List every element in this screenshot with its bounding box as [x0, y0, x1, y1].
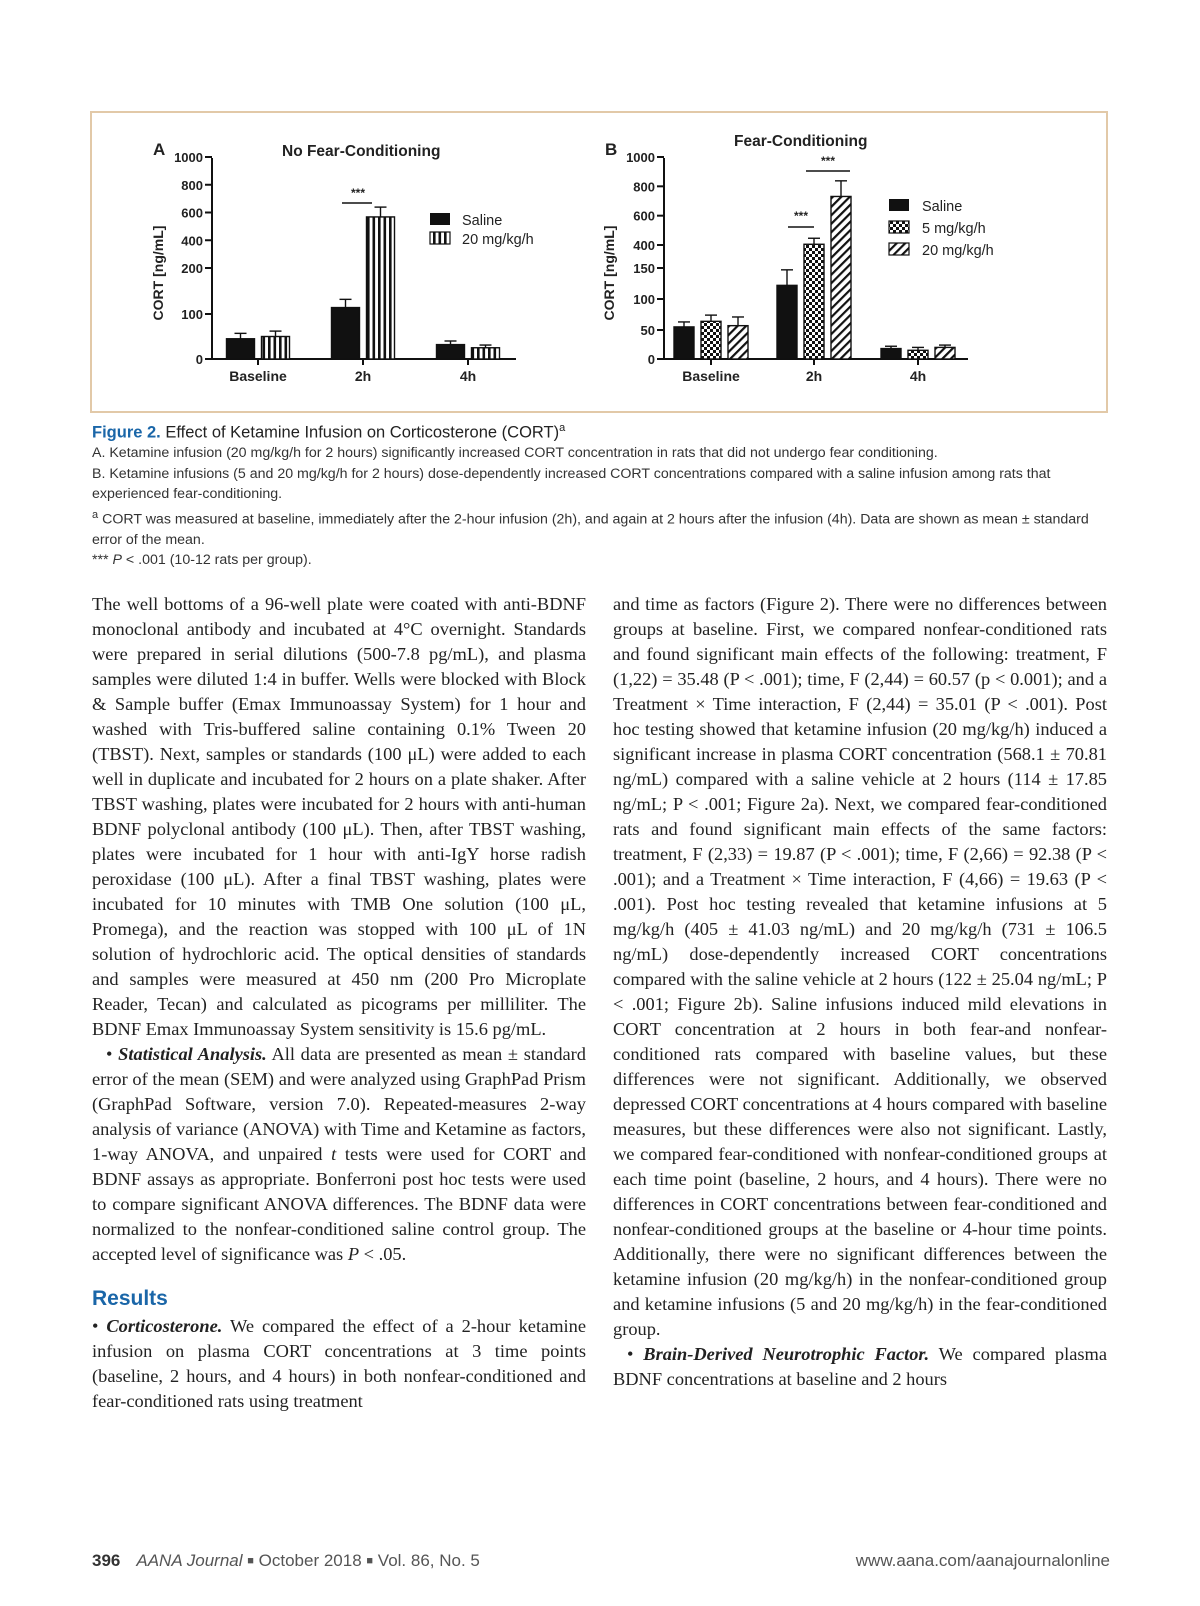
legend-label-20mg: 20 mg/kg/h	[922, 243, 994, 259]
y-tick-label: 0	[195, 352, 203, 367]
bar	[332, 308, 360, 359]
significance-stars: ***	[350, 186, 366, 200]
panel-title: No Fear-Conditioning	[282, 143, 441, 160]
corticosterone-text: We compared the effect of a 2-hour ketamine infusion on plasma CORT concentrations at 3 time points (baseline, 2 hours, and 4 hours) in both nonfear-conditioned and fear-conditioned rats using treatment	[92, 1316, 586, 1411]
y-tick-label: 800	[181, 177, 203, 193]
y-tick-label: 400	[181, 233, 203, 249]
caption-significance	[92, 550, 1112, 571]
statistical-analysis-paragraph: • Statistical Analysis. All data are presented as mean ± standard error of the mean (SEM) and were analyzed using GraphPad Prism (GraphPad Software, version 7.0). Repeated-measures 2-way analysis of variance (ANOVA) with Time and Ketamine as factors, 1-way ANOVA, and unpaired t tests were used for CORT and BDNF assays as appropriate. Bonferroni post hoc tests were used to compare significant ANOVA differences. The BDNF data were normalized to the nonfear-conditioned saline control group. The accepted level of significance was P < .05.	[92, 1044, 586, 1264]
bar	[831, 196, 851, 359]
y-tick-label: 0	[647, 352, 655, 367]
y-tick-label: 600	[181, 205, 203, 221]
caption-sig-rest: < .001 (10-12 rats per group).	[121, 552, 312, 569]
journal-name: AANA Journal	[136, 1551, 243, 1570]
bar	[881, 349, 901, 359]
bdnf-paragraph: • Brain-Derived Neurotrophic Factor. We compared plasma BDNF concentrations at baseline and 2 hours	[613, 1344, 1108, 1389]
corticosterone-heading: Corticosterone.	[106, 1316, 223, 1336]
legend	[889, 199, 994, 259]
panel-title: Fear-Conditioning	[734, 133, 868, 150]
page-footer	[92, 1551, 1110, 1571]
bar	[262, 337, 290, 360]
issue-date: October 2018	[258, 1551, 362, 1570]
stat-text-c: < .05.	[359, 1244, 407, 1264]
x-tick-label: Baseline	[682, 368, 740, 384]
x-tick-label: 4h	[909, 368, 927, 384]
stat-text-a: All data are presented as mean ± standard error of the mean (SEM) and were analyzed using GraphPad Prism (GraphPad Software, version 7.0). Repeated-measures 2-way analysis of variance (ANOVA) with Time and Ketamine as factors, 1-way ANOVA, and unpaired	[92, 1044, 586, 1164]
y-tick-label: 100	[633, 292, 655, 307]
stat-text-b: tests were used for CORT and BDNF assays as appropriate. Bonferroni post hoc tests were used to compare significant ANOVA differences. The BDNF data were normalized to the nonfear-conditioned saline control group. The accepted level of significance was	[92, 1144, 586, 1264]
caption-label: Figure 2.	[92, 423, 161, 442]
bar	[804, 244, 824, 359]
bdnf-text: We compared plasma BDNF concentrations at baseline and 2 hours	[613, 1344, 1108, 1389]
figure-2-chart	[92, 113, 1106, 411]
caption-line-a: A. Ketamine infusion (20 mg/kg/h for 2 hours) significantly increased CORT concentration in rats that did not undergo fear conditioning.	[92, 445, 938, 461]
bar	[777, 285, 797, 359]
corticosterone-paragraph: • Corticosterone. We compared the effect of a 2-hour ketamine infusion on plasma CORT concentrations at 3 time points (baseline, 2 hours, and 4 hours) in both nonfear-conditioned and fear-conditioned rats using treatment	[92, 1316, 586, 1411]
bar	[367, 217, 395, 359]
issue-volume: Vol. 86, No. 5	[377, 1551, 480, 1570]
panel-a	[150, 140, 534, 384]
bar	[227, 339, 255, 359]
legend-label-5mg: 5 mg/kg/h	[922, 221, 986, 237]
y-tick-label: 1000	[626, 150, 655, 165]
bar	[728, 326, 748, 359]
caption-note-text: CORT was measured at baseline, immediately after the 2-hour infusion (2h), and again at 2 hours after the infusion (4h). Data are shown as mean ± standard error of the mean.	[92, 511, 1089, 548]
panel-b	[601, 133, 994, 384]
bar	[908, 350, 928, 359]
legend-swatch-saline	[889, 199, 909, 211]
journal-url: www.aana.com/aanajournalonline	[855, 1551, 1110, 1570]
caption-title: Effect of Ketamine Infusion on Corticosterone (CORT)	[165, 423, 560, 442]
bar	[935, 347, 955, 359]
bdnf-heading: Brain-Derived Neurotrophic Factor.	[643, 1344, 930, 1364]
bar	[437, 345, 465, 359]
y-tick-label: 800	[633, 179, 655, 195]
panel-letter: A	[153, 140, 166, 159]
y-tick-label: 600	[633, 208, 655, 224]
legend-swatch-saline	[430, 213, 450, 225]
caption-line-b: B. Ketamine infusions (5 and 20 mg/kg/h for 2 hours) dose-dependently increased CORT concentrations compared with a saline infusion among rats that experienced fear-conditioning.	[92, 465, 1051, 502]
right-column	[613, 592, 1107, 1392]
methods-paragraph: The well bottoms of a 96-well plate were coated with anti-BDNF monoclonal antibody and incubated at 4°C overnight. Standards were prepared in serial dilutions (500-7.8 pg/mL), and plasma samples were diluted 1:4 in buffer. Wells were blocked with Block & Sample buffer (Emax Immunoassay System) for 1 hour and washed with Tris-buffered saline containing 0.1% Tween 20 (TBST). Next, samples or standards (100 μL) were added to each well in duplicate and incubated for 2 hours on a plate shaker. After TBST washing, plates were incubated for 2 hours with anti-human BDNF polyclonal antibody (100 μL). Then, after TBST washing, plates were incubated for 1 hour with anti-IgY horse radish peroxidase (100 μL). After a final TBST washing, plates were incubated for 10 minutes with TMB One solution (100 μL, Promega), and the reaction was stopped with 100 μL of 1N solution of hydrochloric acid. The optical densities of standards and samples were measured at 450 nm (200 Pro Microplate Reader, Tecan) and calculated as picograms per milliliter. The BDNF Emax Immunoassay System sensitivity is 15.6 pg/mL.	[92, 594, 586, 1039]
y-tick-label: 150	[633, 261, 655, 276]
page-number: 396	[92, 1551, 121, 1570]
figure-2	[90, 111, 1108, 413]
legend-label-saline: Saline	[922, 199, 963, 215]
y-axis-label: CORT [ng/mL]	[601, 225, 617, 321]
y-tick-label: 200	[181, 261, 203, 276]
legend-swatch-5mg	[889, 221, 909, 233]
y-tick-label: 50	[640, 323, 655, 338]
stat-p: P	[347, 1244, 360, 1264]
results-heading: Results	[92, 1287, 168, 1310]
legend-swatch-20mg	[430, 232, 450, 244]
y-axis-label: CORT [ng/mL]	[150, 225, 166, 321]
y-tick-label: 100	[181, 307, 203, 322]
caption-sig-p: P	[108, 552, 122, 569]
significance-stars: ***	[793, 209, 809, 223]
left-column	[92, 592, 586, 1414]
legend	[430, 213, 534, 248]
legend-label-saline: Saline	[462, 213, 503, 229]
legend-swatch-20mg	[889, 243, 909, 255]
separator: ■	[247, 1555, 254, 1567]
caption-note	[92, 505, 1112, 551]
panel-letter: B	[605, 140, 618, 159]
caption-title-line	[92, 418, 1112, 443]
caption-title-sup: a	[559, 422, 566, 434]
stat-t: t	[331, 1144, 337, 1164]
caption-sig-stars: ***	[92, 552, 109, 569]
results-paragraph: and time as factors (Figure 2). There were no differences between groups at baseline. First, we compared nonfear-conditioned rats and found significant main effects of the following: treatment, F (1,22) = 35.48 (P < .001); time, F (2,44) = 60.57 (p < 0.001); and a Treatment × Time interaction, F (2,44) = 35.01 (P < .001). Post hoc testing showed that ketamine infusion (20 mg/kg/h) induced a significant increase in plasma CORT concentration (568.1 ± 70.81 ng/mL) compared with a saline vehicle at 2 hours (114 ± 17.85 ng/mL; P < .001; Figure 2a). Next, we compared fear-conditioned rats and found significant main effects of the same factors: treatment, F (2,33) = 19.87 (P < .001); time, F (2,66) = 92.38 (P < .001); and a Treatment × Time interaction, F (4,66) = 19.63 (P < .001). Post hoc testing revealed that ketamine infusions at 5 mg/kg/h (405 ± 41.03 ng/mL) and 20 mg/kg/h (731 ± 106.5 ng/mL) dose-dependently increased CORT concentrations compared with the saline vehicle at 2 hours (122 ± 25.04 ng/mL; P < .001; Figure 2b). Saline infusions induced mild elevations in CORT concentration at 2 hours in both fear-and nonfear-conditioned rats compared with baseline values, but these differences were not significant. Additionally, we observed depressed CORT concentrations at 4 hours compared with baseline measures, but these differences were also not significant. Lastly, we compared fear-conditioned with nonfear-conditioned groups at each time point (baseline, 2 hours, and 4 hours). There were no differences in CORT concentrations between fear-conditioned and nonfear-conditioned groups at the baseline or 4-hour time points. Additionally, there were no significant differences between the ketamine infusion (20 mg/kg/h) in the nonfear-conditioned group and ketamine infusions (5 and 20 mg/kg/h) in the fear-conditioned group.	[613, 594, 1107, 1339]
x-tick-label: 4h	[459, 368, 477, 384]
separator: ■	[366, 1555, 374, 1567]
legend-label-20mg: 20 mg/kg/h	[462, 232, 534, 248]
x-tick-label: Baseline	[229, 368, 287, 384]
significance-stars: ***	[820, 154, 836, 168]
statistical-analysis-heading: Statistical Analysis.	[118, 1044, 267, 1064]
x-tick-label: 2h	[805, 368, 823, 384]
caption-note-sup: a	[92, 508, 99, 521]
figure-caption	[92, 418, 1112, 571]
y-tick-label: 400	[633, 238, 655, 253]
x-tick-label: 2h	[354, 368, 372, 384]
bar	[472, 348, 500, 359]
bar	[674, 327, 694, 359]
y-tick-label: 1000	[174, 150, 203, 165]
bar	[701, 321, 721, 359]
